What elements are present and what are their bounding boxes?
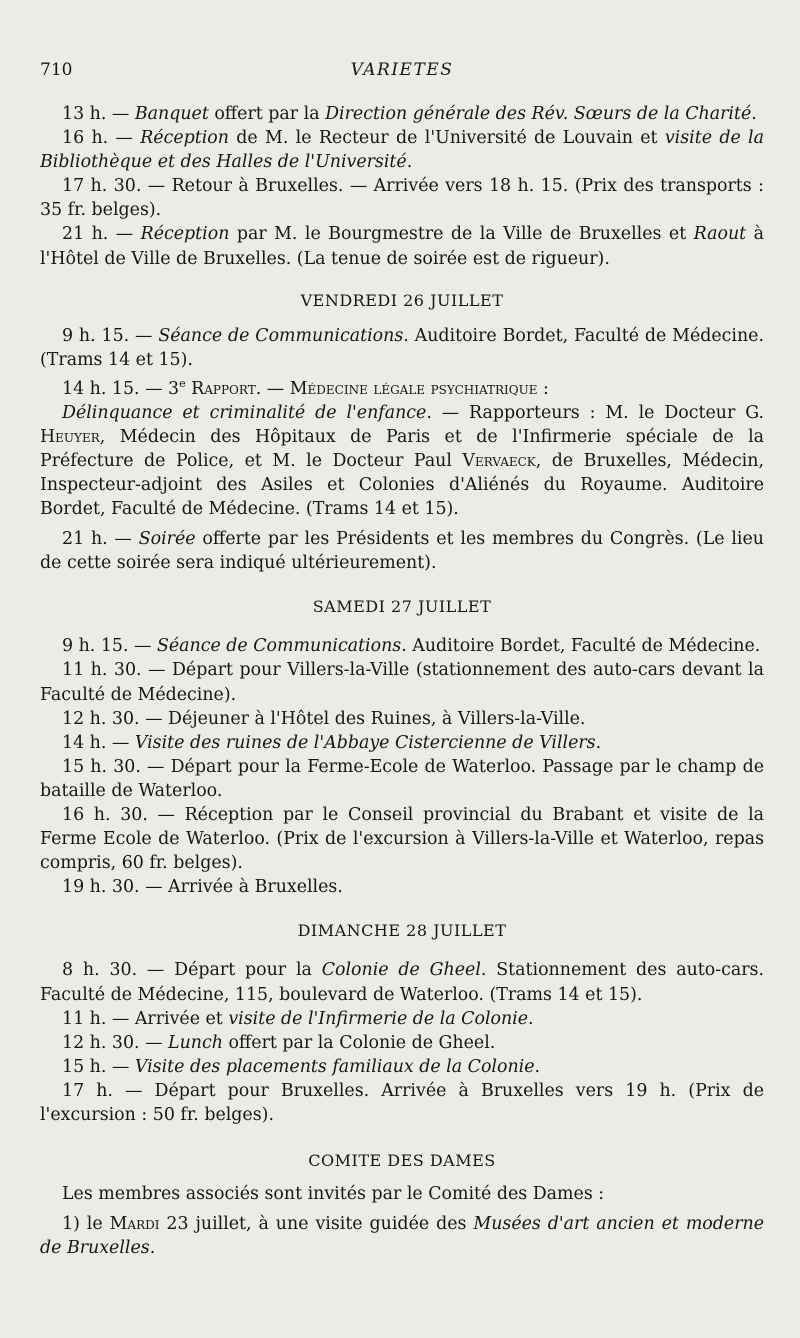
paragraph: 9 h. 15. — Séance de Communications. Auditoire Bordet, Faculté de Médecine. (Trams 14 et 15). (40, 325, 764, 370)
day-heading: SAMEDI 27 JUILLET (312, 597, 492, 617)
paragraph: 8 h. 30. — Départ pour la Colonie de Gheel. Stationnement des auto-cars. Faculté de Médecine, 115, boulevard de Waterloo. (Trams 14 et 15). (40, 960, 764, 1005)
paragraph: 19 h. 30. — Arrivée à Bruxelles. (62, 877, 343, 898)
paragraph: 16 h. 30. — Réception par le Conseil provincial du Brabant et visite de la Ferme Ecole de Waterloo. (Prix de l'excursion à Villers-la-Ville et Waterloo, repas compris, 60 fr. belges). (40, 805, 764, 874)
paragraph: 13 h. — Banquet offert par la Direction générale des Rév. Sœurs de la Charité. (62, 104, 757, 124)
paragraph: 14 h. — Visite des ruines de l'Abbaye Cistercienne de Villers. (62, 732, 602, 753)
paragraph: 1) le Mardi 23 juillet, à une visite guidée des Musées d'art ancien et moderne de Bruxelles. (40, 1214, 765, 1259)
paragraph: 21 h. — Soirée offerte par les Présidents et les membres du Congrès. (Le lieu de cette soirée sera indiqué ultérieurement). (40, 529, 764, 574)
running-title: VARIETES (350, 60, 454, 80)
section-heading: COMITE DES DAMES (308, 1151, 496, 1171)
paragraph: Délinquance et criminalité de l'enfance. — Rapporteurs : M. le Docteur G. Heuyer, Médecin des Hôpitaux de Paris et de l'Infirmerie spéciale de la Préfecture de Police, et M. le Docteur Paul Vervaeck, de Bruxelles, Médecin, Inspecteur-adjoint des Asiles et Colonies d'Aliénés du Royaume. Auditoire Bordet, Faculté de Médecine. (Trams 14 et 15). (40, 402, 764, 520)
paragraph: 17 h. 30. — Retour à Bruxelles. — Arrivée vers 18 h. 15. (Prix des transports : 35 fr. belges). (40, 176, 764, 221)
page-header (40, 60, 764, 80)
paragraph: 17 h. — Départ pour Bruxelles. Arrivée à Bruxelles vers 19 h. (Prix de l'excursion : 50 fr. belges). (40, 1080, 764, 1125)
paragraph: Les membres associés sont invités par le Comité des Dames : (62, 1184, 605, 1205)
paragraph: 16 h. — Réception de M. le Recteur de l'Université de Louvain et visite de la Bibliothèque et des Halles de l'Université. (40, 128, 764, 173)
paragraph: 12 h. 30. — Déjeuner à l'Hôtel des Ruines, à Villers-la-Ville. (62, 708, 586, 729)
paragraph: 21 h. — Réception par M. le Bourgmestre de la Ville de Bruxelles et Raout à l'Hôtel de Ville de Bruxelles. (La tenue de soirée est de rigueur). (40, 224, 764, 269)
page-number: 710 (40, 60, 73, 80)
paragraph: 14 h. 15. — 3e Rapport. — Médecine légale psychiatrique : (62, 376, 549, 399)
paragraph: 11 h. 30. — Départ pour Villers-la-Ville (stationnement des auto-cars devant la Faculté de Médecine). (40, 660, 764, 705)
day-heading: VENDREDI 26 JUILLET (300, 290, 504, 310)
day-heading: DIMANCHE 28 JUILLET (297, 921, 507, 941)
paragraph: 15 h. — Visite des placements familiaux de la Colonie. (62, 1056, 541, 1077)
paragraph: 9 h. 15. — Séance de Communications. Auditoire Bordet, Faculté de Médecine. (62, 636, 761, 657)
paragraph: 11 h. — Arrivée et visite de l'Infirmerie de la Colonie. (62, 1008, 534, 1029)
paragraph: 12 h. 30. — Lunch offert par la Colonie de Gheel. (62, 1032, 496, 1053)
paragraph: 15 h. 30. — Départ pour la Ferme-Ecole de Waterloo. Passage par le champ de bataille de Waterloo. (40, 756, 764, 801)
